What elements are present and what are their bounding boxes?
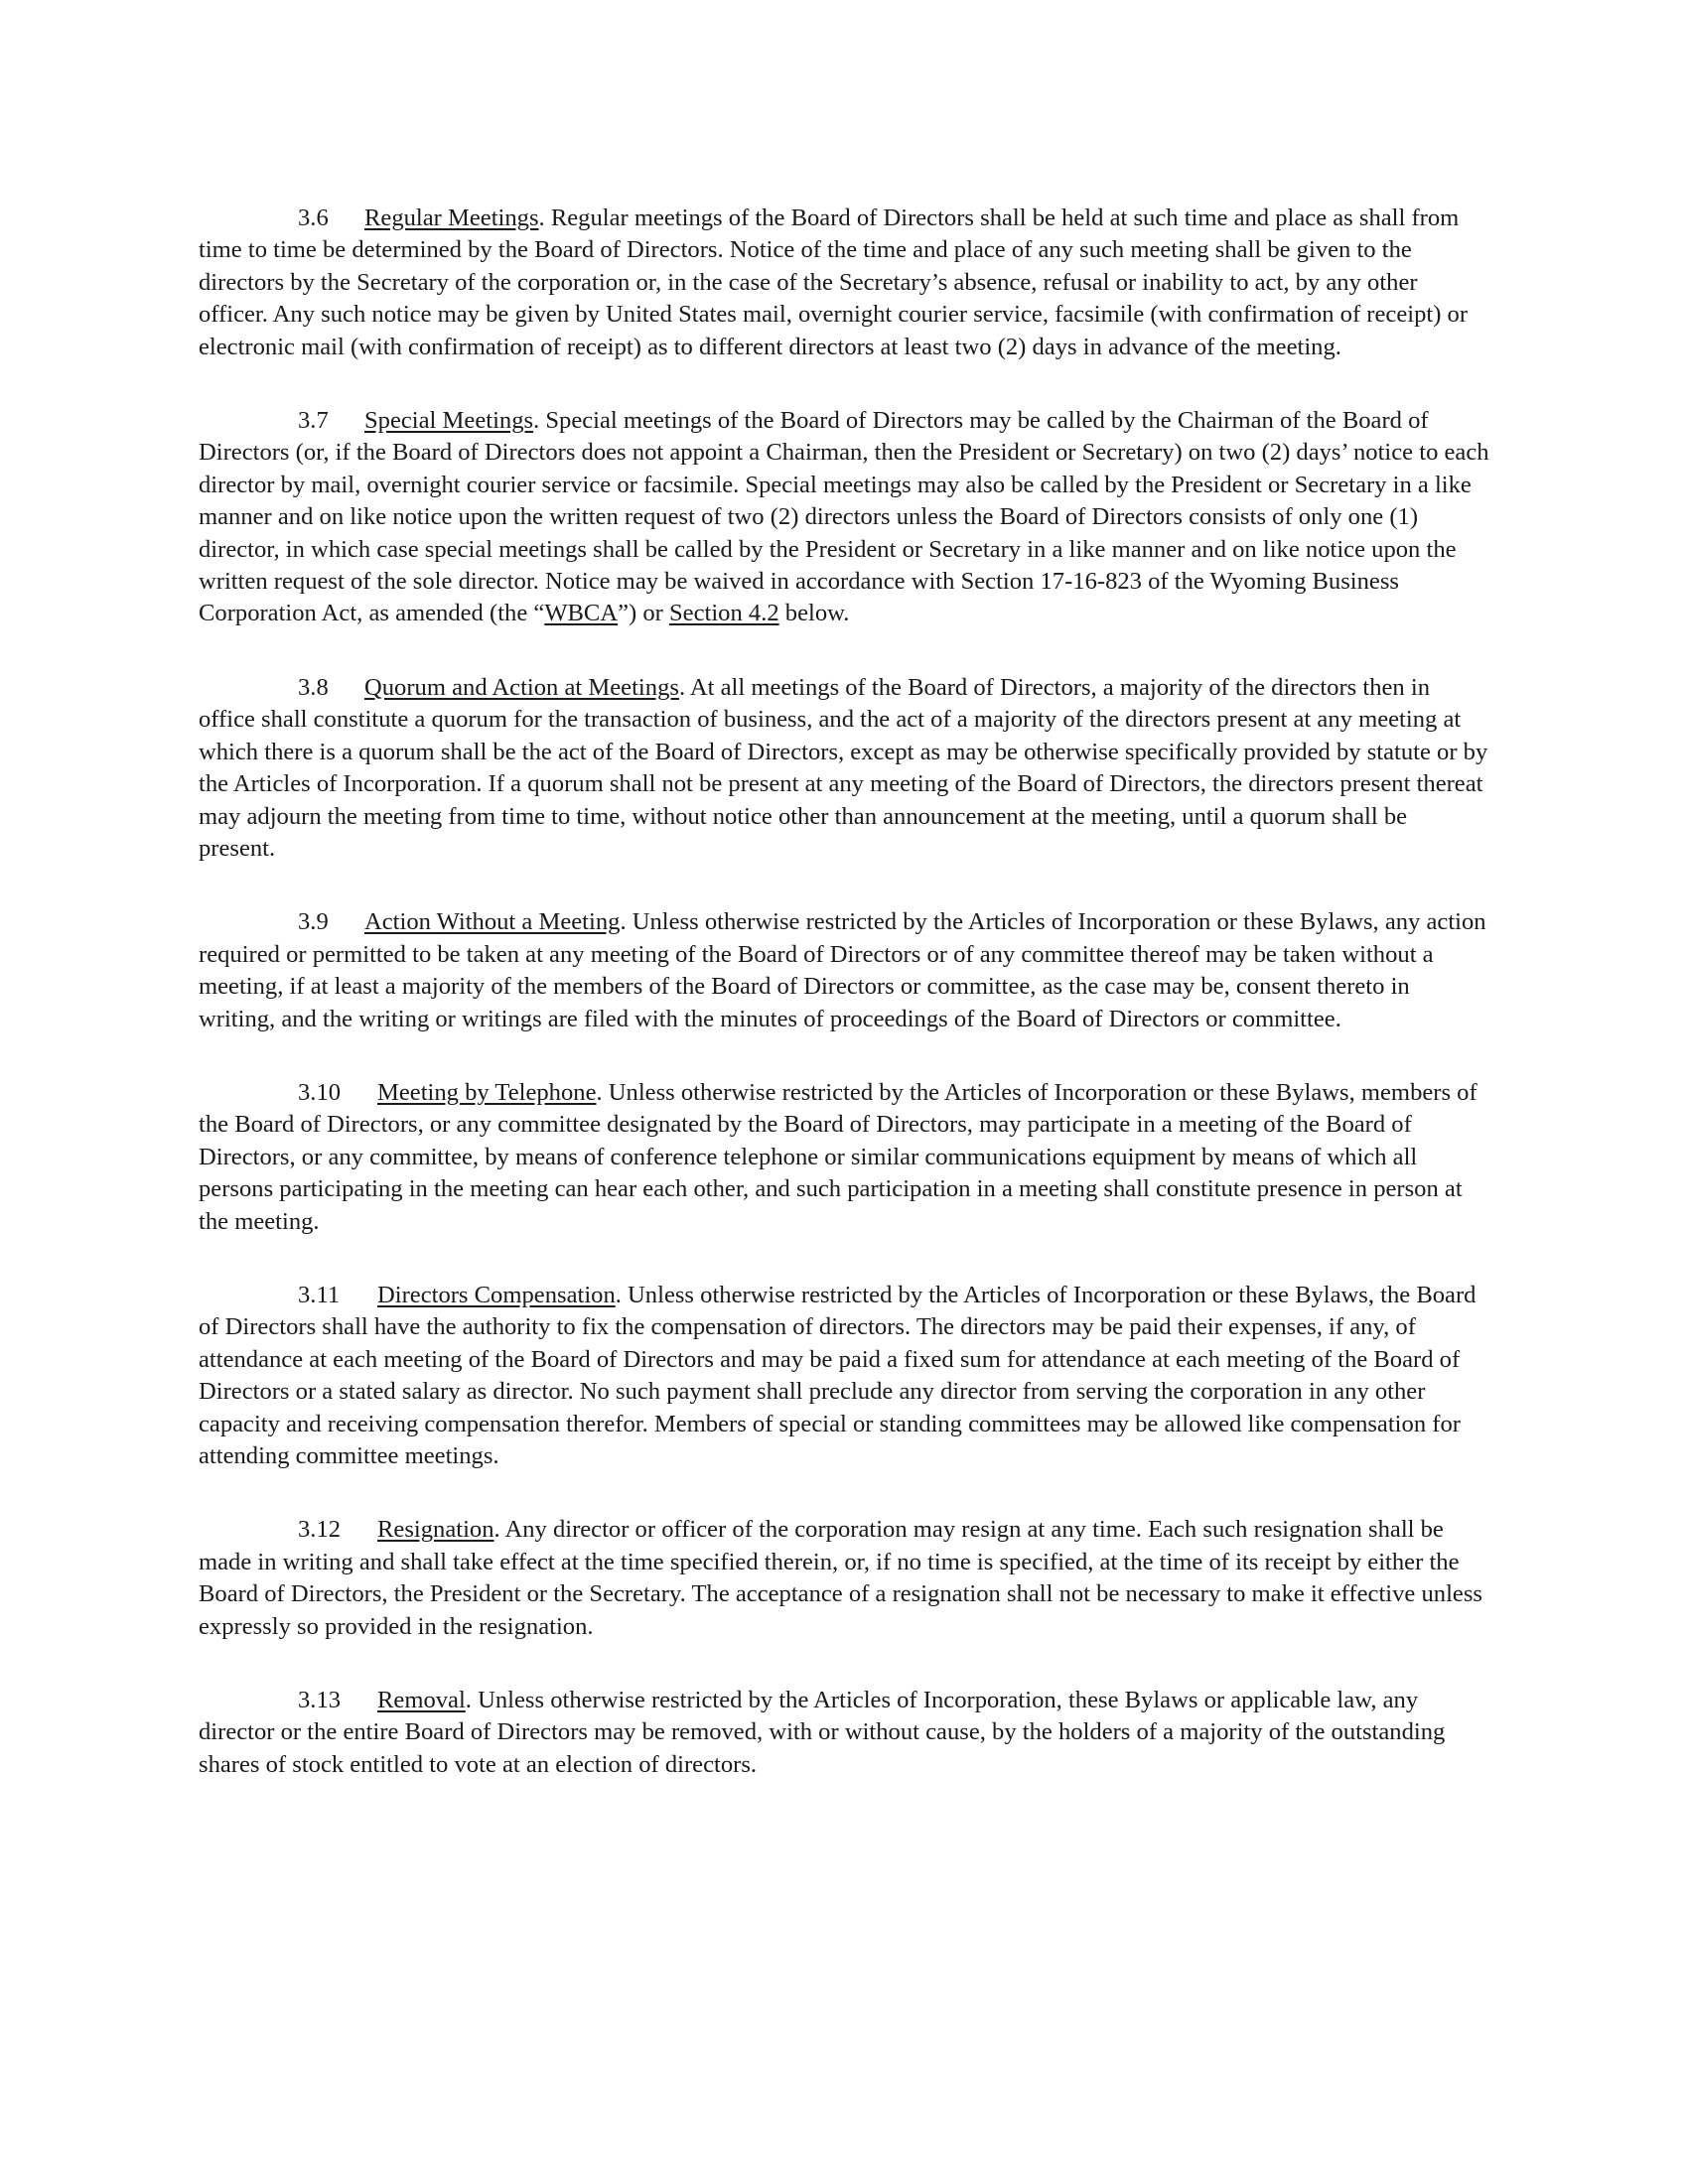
section-body: . Regular meetings of the Board of Directors shall be held at such time and place as shall from time to time be determined by the Board of Directors. Notice of the time and place of any such meeting shall be given to the directors by the Secretary of the corporation or, in the case of the Secretary’s absence, refusal or inability to act, by any other officer. Any such notice may be given by United States mail, overnight courier service, facsimile (with confirmation of receipt) or electronic mail (with confirmation of receipt) as to different directors at least two (2) days in advance of the meeting. [199, 205, 1469, 360]
section-body: . Unless otherwise restricted by the Articles of Incorporation or these Bylaws, the Board of Directors shall have the authority to fix the compensation of directors. The directors may be paid their expenses, if any, of attendance at each meeting of the Board of Directors and may be paid a fixed sum for attendance at each meeting of the Board of Directors or a stated salary as director. No such payment shall preclude any director from serving the corporation in any other capacity and receiving compensation therefor. Members of special or standing committees may be allowed like compensation for attending committee meetings. [199, 1281, 1477, 1469]
section-heading: Meeting by Telephone [377, 1078, 597, 1106]
section-3-11 [199, 1280, 1489, 1472]
section-heading: Removal [377, 1687, 466, 1714]
section-3-9 [199, 906, 1489, 1035]
section-4-2-reference: Section 4.2 [668, 600, 779, 627]
section-3-10 [199, 1077, 1489, 1238]
document-page [199, 203, 1489, 1823]
section-3-7 [199, 405, 1489, 630]
section-3-8 [199, 672, 1489, 865]
section-body-mid: ”) or [618, 600, 669, 627]
section-body: . Special meetings of the Board of Directors may be called by the Chairman of the Board of Directors (or, if the Board of Directors does not appoint a Chairman, then the President or Secretary) on two (2) days’ notice to each director by mail, overnight courier service or facsimile. Special meetings may also be called by the President or Secretary in a like manner and on like notice upon the written request of two (2) directors unless the Board of Directors consists of only one (1) director, in which case special meetings shall be called by the President or Secretary in a like manner and on like notice upon the written request of the sole director. Notice may be waived in accordance with Section 17-16-823 of the Wyoming Business Corporation Act, as amended (the “ [199, 407, 1489, 627]
section-number: 3.13 [298, 1687, 342, 1714]
section-body: . At all meetings of the Board of Directors, a majority of the directors then in office shall constitute a quorum for the transaction of business, and the act of a majority of the directors present at any meeting at which there is a quorum shall be the act of the Board of Directors, except as may be otherwise specifically provided by statute or by the Articles of Incorporation. If a quorum shall not be present at any meeting of the Board of Directors, the directors present thereat may adjourn the meeting from time to time, without notice other than announcement at the meeting, until a quorum shall be present. [199, 673, 1488, 862]
section-number: 3.11 [298, 1281, 341, 1308]
section-number: 3.7 [298, 407, 329, 435]
section-heading: Resignation [377, 1516, 494, 1544]
section-number: 3.10 [298, 1078, 342, 1106]
section-heading: Regular Meetings [364, 205, 539, 231]
section-heading: Directors Compensation [377, 1281, 616, 1308]
section-body-tail: below. [778, 600, 850, 627]
wbca-defined-term: WBCA [544, 600, 619, 627]
section-number: 3.6 [298, 205, 329, 231]
section-3-13 [199, 1685, 1489, 1781]
section-body: . Unless otherwise restricted by the Articles of Incorporation, these Bylaws or applicable law, any director or the entire Board of Directors may be removed, with or without cause, by the holders of a majority of the outstanding shares of stock entitled to vote at an election of directors. [199, 1687, 1446, 1778]
section-3-6 [199, 203, 1489, 363]
section-number: 3.9 [298, 908, 329, 936]
section-body: . Any director or officer of the corporation may resign at any time. Each such resignation shall be made in writing and shall take effect at the time specified therein, or, if no time is specified, at the time of its receipt by either the Board of Directors, the President or the Secretary. The acceptance of a resignation shall not be necessary to make it effective unless expressly so provided in the resignation. [199, 1516, 1482, 1640]
section-number: 3.12 [298, 1516, 342, 1544]
section-body: . Unless otherwise restricted by the Articles of Incorporation or these Bylaws, any action required or permitted to be taken at any meeting of the Board of Directors or of any committee thereof may be taken without a meeting, if at least a majority of the members of the Board of Directors or committee, as the case may be, consent thereto in writing, and the writing or writings are filed with the minutes of proceedings of the Board of Directors or committee. [199, 908, 1486, 1032]
section-3-12 [199, 1514, 1489, 1643]
section-number: 3.8 [298, 673, 329, 701]
section-body: . Unless otherwise restricted by the Articles of Incorporation or these Bylaws, members of the Board of Directors, or any committee designated by the Board of Directors, may participate in a meeting of the Board of Directors, or any committee, by means of conference telephone or similar communications equipment by means of which all persons participating in the meeting can hear each other, and such participation in a meeting shall constitute presence in person at the meeting. [199, 1078, 1477, 1235]
section-heading: Action Without a Meeting [364, 908, 621, 936]
section-heading: Quorum and Action at Meetings [364, 673, 679, 701]
section-heading: Special Meetings [364, 407, 534, 435]
